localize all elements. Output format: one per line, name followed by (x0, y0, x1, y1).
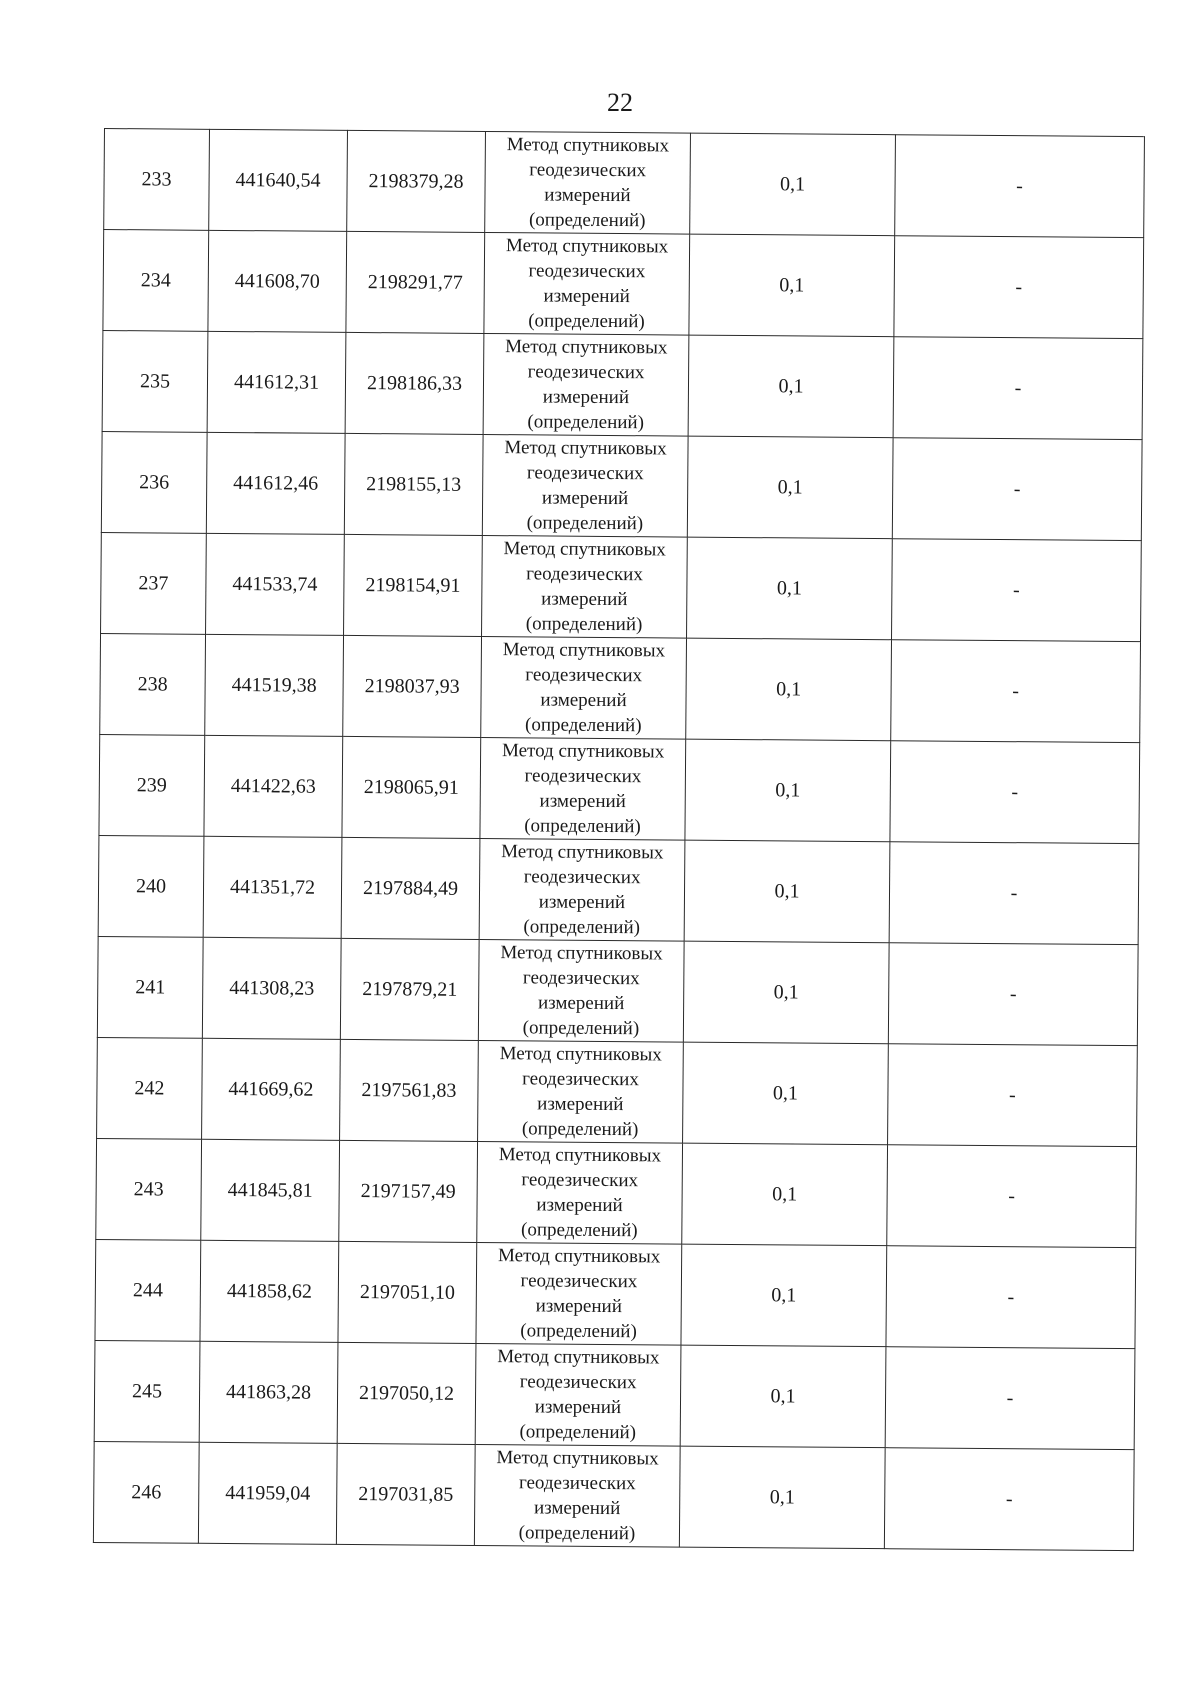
x-coordinate-cell: 441351,72 (203, 836, 342, 938)
method-line: геодезических (521, 1169, 639, 1192)
accuracy-cell: 0,1 (683, 941, 889, 1044)
method-line: измерений (533, 1497, 621, 1520)
method-line: геодезических (525, 664, 643, 687)
point-number-cell: 245 (94, 1340, 200, 1442)
method-line: измерений (539, 790, 626, 813)
method-line: (определений) (528, 209, 646, 232)
method-cell (485, 131, 691, 234)
y-coordinate-cell: 2198291,77 (346, 231, 485, 333)
extra-cell: - (888, 943, 1138, 1046)
method-cell (481, 636, 687, 739)
method-line: Метод спутниковых (498, 1144, 662, 1167)
point-number-cell: 241 (97, 936, 203, 1038)
accuracy-cell: 0,1 (689, 234, 895, 337)
method-cell (478, 939, 684, 1042)
method-line: измерений (538, 891, 626, 914)
table-row (96, 1138, 1137, 1247)
method-line: Метод спутниковых (505, 235, 669, 258)
point-number-cell: 234 (103, 230, 209, 332)
method-line: Метод спутниковых (501, 740, 665, 763)
table-row (95, 1239, 1136, 1348)
accuracy-cell: 0,1 (687, 537, 893, 640)
method-line: измерений (537, 1093, 624, 1116)
page-number: 22 (607, 88, 633, 117)
point-number-cell: 233 (104, 129, 210, 231)
y-coordinate-cell: 2198154,91 (344, 534, 483, 636)
accuracy-cell: 0,1 (684, 840, 890, 943)
method-line: геодезических (523, 866, 641, 889)
method-line: Метод спутниковых (500, 942, 663, 965)
y-coordinate-cell: 2197879,21 (340, 938, 479, 1040)
extra-cell: - (892, 438, 1142, 541)
method-line: (определений) (522, 1017, 640, 1040)
x-coordinate-cell: 441519,38 (205, 634, 344, 736)
method-cell (478, 1040, 684, 1143)
accuracy-cell: 0,1 (682, 1143, 888, 1246)
method-line: геодезических (522, 1068, 639, 1091)
table-row (101, 431, 1142, 540)
method-line: (определений) (521, 1219, 638, 1242)
method-line: геодезических (520, 1270, 638, 1293)
point-number-cell: 244 (95, 1239, 201, 1341)
x-coordinate-cell: 441669,62 (202, 1038, 341, 1140)
method-line: Метод спутниковых (497, 1346, 660, 1369)
method-line: измерений (535, 1295, 622, 1318)
method-line: Метод спутниковых (505, 336, 668, 359)
x-coordinate-cell: 441612,46 (206, 432, 345, 534)
extra-cell: - (893, 337, 1143, 440)
extra-cell: - (887, 1145, 1137, 1248)
method-cell (475, 1343, 681, 1446)
method-line: геодезических (526, 563, 643, 586)
table-row (97, 936, 1138, 1045)
y-coordinate-cell: 2197051,10 (338, 1241, 477, 1343)
method-line: (определений) (518, 1522, 636, 1545)
method-line: (определений) (526, 512, 644, 535)
table-row (102, 330, 1143, 439)
table-body (93, 129, 1144, 1551)
method-line: измерений (536, 1194, 623, 1217)
method-line: (определений) (524, 714, 642, 737)
method-line: Метод спутниковых (506, 134, 670, 157)
accuracy-cell: 0,1 (681, 1244, 887, 1347)
x-coordinate-cell: 441959,04 (198, 1442, 337, 1544)
table-row (94, 1340, 1135, 1449)
accuracy-cell: 0,1 (688, 335, 894, 438)
method-line: Метод спутниковых (497, 1245, 661, 1268)
accuracy-cell: 0,1 (679, 1446, 885, 1549)
y-coordinate-cell: 2197884,49 (341, 837, 480, 939)
y-coordinate-cell: 2197031,85 (336, 1443, 475, 1545)
accuracy-cell: 0,1 (686, 638, 892, 741)
extra-cell: - (884, 1448, 1134, 1551)
method-line: геодезических (529, 159, 647, 182)
accuracy-cell: 0,1 (685, 739, 891, 842)
method-line: геодезических (526, 462, 644, 485)
method-cell (482, 535, 688, 638)
table-row (100, 633, 1141, 742)
method-line: (определений) (528, 310, 645, 333)
table-row (93, 1441, 1134, 1550)
table-row (99, 734, 1140, 843)
method-line: измерений (540, 689, 627, 712)
accuracy-cell: 0,1 (683, 1042, 889, 1145)
extra-cell: - (885, 1347, 1135, 1450)
method-line: (определений) (524, 815, 641, 838)
y-coordinate-cell: 2197561,83 (340, 1039, 479, 1141)
table-row (98, 835, 1139, 944)
method-line: измерений (542, 386, 630, 409)
table-row (101, 532, 1142, 641)
accuracy-cell: 0,1 (687, 436, 893, 539)
method-line: Метод спутниковых (503, 538, 666, 561)
method-line: (определений) (521, 1118, 639, 1141)
method-line: (определений) (527, 411, 645, 434)
coordinates-table (93, 128, 1145, 1551)
method-line: Метод спутниковых (502, 639, 666, 662)
x-coordinate-cell: 441422,63 (204, 735, 343, 837)
x-coordinate-cell: 441533,74 (206, 533, 345, 635)
method-line: геодезических (522, 967, 640, 990)
method-cell (480, 737, 686, 840)
method-cell (479, 838, 685, 941)
method-cell (483, 333, 689, 436)
method-line: геодезических (524, 765, 642, 788)
x-coordinate-cell: 441858,62 (200, 1240, 339, 1342)
x-coordinate-cell: 441612,31 (207, 331, 346, 433)
method-line: измерений (544, 184, 631, 207)
point-number-cell: 236 (101, 431, 207, 533)
point-number-cell: 240 (98, 835, 204, 937)
point-number-cell: 238 (100, 633, 206, 735)
method-line: измерений (534, 1396, 622, 1419)
y-coordinate-cell: 2197157,49 (339, 1140, 478, 1242)
extra-cell: - (888, 1044, 1138, 1147)
method-cell (482, 434, 688, 537)
method-cell (477, 1141, 683, 1244)
x-coordinate-cell: 441608,70 (208, 230, 347, 332)
point-number-cell: 235 (102, 330, 208, 432)
point-number-cell: 242 (97, 1037, 203, 1139)
y-coordinate-cell: 2198037,93 (343, 635, 482, 737)
method-cell (484, 232, 690, 335)
x-coordinate-cell: 441845,81 (201, 1139, 340, 1241)
method-line: измерений (541, 487, 629, 510)
method-line: измерений (543, 285, 630, 308)
method-line: геодезических (528, 260, 646, 283)
point-number-cell: 243 (96, 1138, 202, 1240)
extra-cell: - (894, 236, 1144, 339)
table-row (103, 230, 1144, 339)
extra-cell: - (886, 1246, 1136, 1349)
extra-cell: - (895, 135, 1145, 238)
accuracy-cell: 0,1 (690, 133, 896, 236)
extra-cell: - (892, 539, 1142, 642)
method-line: измерений (537, 992, 625, 1015)
method-line: Метод спутниковых (499, 1043, 662, 1066)
table-row (97, 1037, 1138, 1146)
point-number-cell: 237 (101, 532, 207, 634)
x-coordinate-cell: 441863,28 (199, 1341, 338, 1443)
method-line: Метод спутниковых (504, 437, 667, 460)
y-coordinate-cell: 2198065,91 (342, 736, 481, 838)
extra-cell: - (890, 741, 1140, 844)
point-number-cell: 246 (93, 1441, 199, 1543)
y-coordinate-cell: 2197050,12 (337, 1342, 476, 1444)
extra-cell: - (889, 842, 1139, 945)
method-line: (определений) (525, 613, 643, 636)
method-cell (474, 1444, 680, 1547)
method-line: Метод спутниковых (501, 841, 664, 864)
point-number-cell: 239 (99, 734, 205, 836)
x-coordinate-cell: 441308,23 (202, 937, 341, 1039)
y-coordinate-cell: 2198379,28 (347, 130, 486, 232)
method-line: геодезических (519, 1371, 637, 1394)
extra-cell: - (891, 640, 1141, 743)
accuracy-cell: 0,1 (680, 1345, 886, 1448)
x-coordinate-cell: 441640,54 (209, 129, 348, 231)
method-line: геодезических (518, 1472, 636, 1495)
method-line: (определений) (519, 1421, 637, 1444)
y-coordinate-cell: 2198155,13 (344, 433, 483, 535)
method-line: измерений (541, 588, 628, 611)
method-line: Метод спутниковых (496, 1447, 659, 1470)
table-row (104, 129, 1145, 238)
method-line: (определений) (520, 1320, 637, 1343)
method-cell (476, 1242, 682, 1345)
method-line: геодезических (527, 361, 645, 384)
y-coordinate-cell: 2198186,33 (345, 332, 484, 434)
method-line: (определений) (523, 916, 641, 939)
